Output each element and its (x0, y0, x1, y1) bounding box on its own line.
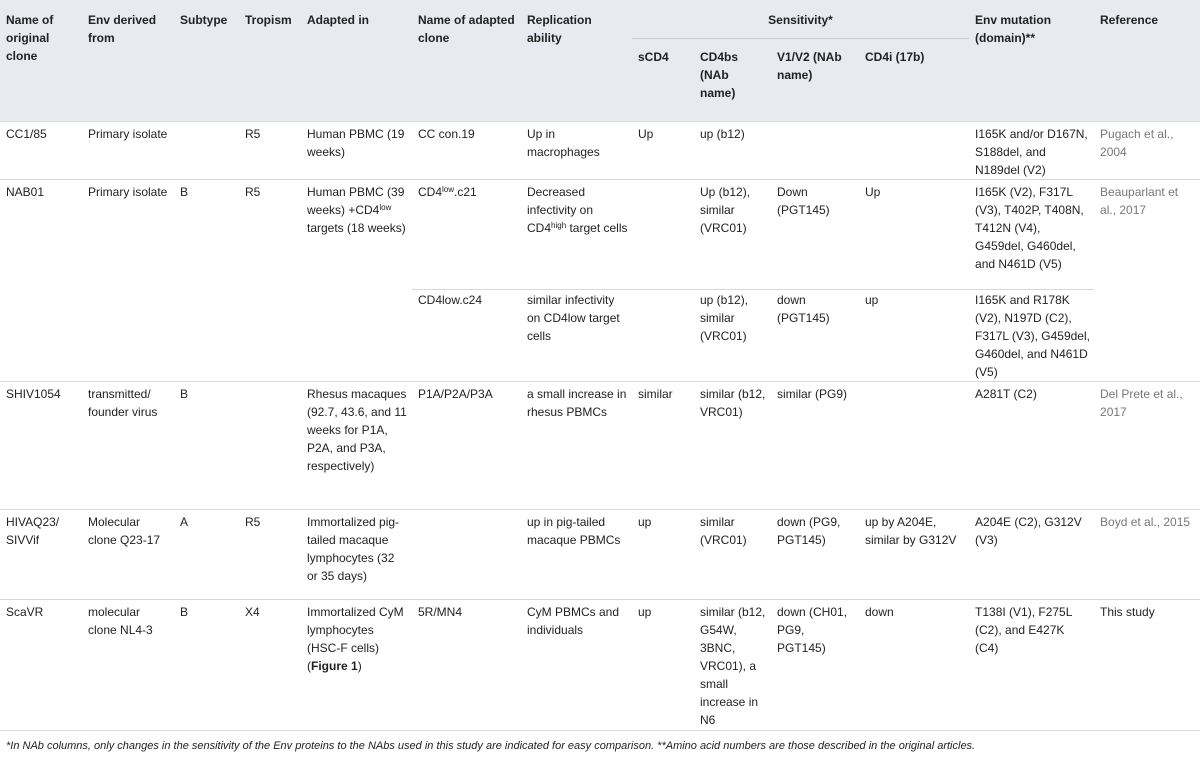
cell-scd4: up (632, 600, 694, 757)
cell-env-derived: Molecular clone Q23-17 (82, 510, 174, 600)
col-header-v1v2: V1/V2 (NAb name) (771, 39, 859, 122)
cell-cd4bs: Up (b12), similar (VRC01) (694, 180, 771, 290)
cell-tropism: R5 (239, 122, 301, 180)
cell-tropism: X4 (239, 600, 301, 757)
col-header-replication: Replication ability (521, 0, 632, 122)
col-header-cd4bs: CD4bs (NAb name) (694, 39, 771, 122)
cell-cd4bs: up (b12) (694, 122, 771, 180)
cell-subtype: B (174, 382, 239, 510)
col-header-reference: Reference (1094, 0, 1200, 122)
cell-replication: a small increase in rhesus PBMCs (521, 382, 632, 510)
cell-v1v2: down (PG9, PGT145) (771, 510, 859, 600)
cell-replication: similar infectivity on CD4low target cells (521, 290, 632, 382)
cell-empty (174, 290, 239, 382)
cell-env-mutation: I165K (V2), F317L (V3), T402P, T408N, T412N (V4), G459del, G460del, and N461D (V5) (969, 180, 1094, 290)
cell-cd4bs: similar (VRC01) (694, 510, 771, 600)
table-row (0, 122, 1200, 180)
cell-adapted-in: Human PBMC (19 weeks) (301, 122, 412, 180)
superscript: high (551, 221, 567, 230)
cell-scd4 (632, 290, 694, 382)
cell-replication: Up in macrophages (521, 122, 632, 180)
text-span: Decreased infectivity on CD4 (527, 185, 594, 235)
text-span: CD4 (418, 185, 443, 199)
cell-adapted-clone (412, 180, 521, 290)
cell-env-mutation: I165K and R178K (V2), N197D (C2), F317L (V3), G459del, G460del, and N461D (V5) (969, 290, 1094, 382)
cell-empty (0, 290, 82, 382)
col-header-subtype: Subtype (174, 0, 239, 122)
cell-v1v2 (771, 122, 859, 180)
table-row (0, 510, 1200, 600)
col-header-env-mutation: Env mutation (domain)** (969, 0, 1094, 122)
col-header-env-derived: Env derived from (82, 0, 174, 122)
table-footnote: *In NAb columns, only changes in the sensitivity of the Env proteins to the NAbs used in this study are indicated for easy comparison. **Amino acid numbers are those described in the original articles. (0, 730, 1200, 760)
cell-v1v2: down (PGT145) (771, 290, 859, 382)
col-header-adapted-clone: Name of adapted clone (412, 0, 521, 122)
cell-scd4 (632, 180, 694, 290)
cell-adapted-in: Immortalized pig-tailed macaque lymphocytes (32 or 35 days) (301, 510, 412, 600)
cell-original-clone: CC1/85 (0, 122, 82, 180)
cell-scd4: Up (632, 122, 694, 180)
cell-original-clone: ScaVR (0, 600, 82, 757)
text-span: .c21 (454, 185, 477, 199)
col-header-tropism: Tropism (239, 0, 301, 122)
cell-cd4i: up by A204E, similar by G312V (859, 510, 969, 600)
cell-env-mutation: A281T (C2) (969, 382, 1094, 510)
cell-reference: This study (1094, 600, 1200, 757)
cell-replication (521, 180, 632, 290)
cell-env-mutation: T138I (V1), F275L (C2), and E427K (C4) (969, 600, 1094, 757)
cell-reference: Beauparlant et al., 2017 (1094, 180, 1200, 290)
cell-reference: Pugach et al., 2004 (1094, 122, 1200, 180)
col-header-sensitivity: Sensitivity* (632, 0, 969, 39)
col-header-adapted-in: Adapted in (301, 0, 412, 122)
table-row (0, 290, 1200, 382)
cell-scd4: up (632, 510, 694, 600)
cell-env-derived: molecular clone NL4-3 (82, 600, 174, 757)
cell-original-clone: HIVAQ23/ SIVVif (0, 510, 82, 600)
cell-env-derived: Primary isolate (82, 122, 174, 180)
cell-env-derived: transmitted/ founder virus (82, 382, 174, 510)
cell-tropism: R5 (239, 510, 301, 600)
col-header-original-clone: Name of original clone (0, 0, 82, 122)
table-row (0, 180, 1200, 290)
cell-cd4i: up (859, 290, 969, 382)
col-header-scd4: sCD4 (632, 39, 694, 122)
cell-cd4bs: similar (b12, VRC01) (694, 382, 771, 510)
cell-cd4i (859, 122, 969, 180)
text-span: ) (357, 659, 362, 673)
cell-replication: up in pig-tailed macaque PBMCs (521, 510, 632, 600)
table-row (0, 382, 1200, 510)
cell-cd4i: Up (859, 180, 969, 290)
cell-reference: Boyd et al., 2015 (1094, 510, 1200, 600)
cell-subtype: B (174, 600, 239, 757)
cell-adapted-clone: CC con.19 (412, 122, 521, 180)
col-header-cd4i: CD4i (17b) (859, 39, 969, 122)
cell-env-mutation: A204E (C2), G312V (V3) (969, 510, 1094, 600)
cell-env-derived: Primary isolate (82, 180, 174, 290)
text-span: targets (18 weeks) (307, 221, 406, 235)
cell-subtype: A (174, 510, 239, 600)
cell-original-clone: NAB01 (0, 180, 82, 290)
cell-replication: CyM PBMCs and individuals (521, 600, 632, 757)
cell-subtype: B (174, 180, 239, 290)
cell-empty (301, 290, 412, 382)
cell-empty (82, 290, 174, 382)
cell-tropism (239, 382, 301, 510)
cell-tropism: R5 (239, 180, 301, 290)
cell-env-mutation: I165K and/or D167N, S188del, and N189del (V2) (969, 122, 1094, 180)
cell-adapted-clone: CD4low.c24 (412, 290, 521, 382)
cell-cd4i (859, 382, 969, 510)
superscript: low (442, 185, 455, 194)
text-span: Human PBMC (39 weeks) +CD4 (307, 185, 405, 217)
cell-empty (239, 290, 301, 382)
figure-reference: Figure 1 (311, 659, 358, 673)
cell-adapted-clone (412, 510, 521, 600)
cell-original-clone: SHIV1054 (0, 382, 82, 510)
superscript: low (379, 203, 392, 212)
cell-adapted-in: Rhesus macaques (92.7, 43.6, and 11 weeks for P1A, P2A, and P3A, respectively) (301, 382, 412, 510)
cell-v1v2: down (CH01, PG9, PGT145) (771, 600, 859, 757)
cell-v1v2: similar (PG9) (771, 382, 859, 510)
cell-adapted-in (301, 180, 412, 290)
cell-adapted-clone: 5R/MN4 (412, 600, 521, 757)
cell-cd4bs: similar (b12, G54W, 3BNC, VRC01), a small increase in N6 (694, 600, 771, 757)
text-span: Immortalized CyM lymphocytes (HSC-F cells) ( (307, 605, 404, 673)
cell-v1v2: Down (PGT145) (771, 180, 859, 290)
cell-empty (1094, 290, 1200, 382)
header-row (0, 0, 1200, 39)
cell-adapted-clone: P1A/P2A/P3A (412, 382, 521, 510)
cell-cd4bs: up (b12), similar (VRC01) (694, 290, 771, 382)
text-span: target cells (566, 221, 628, 235)
cell-reference: Del Prete et al., 2017 (1094, 382, 1200, 510)
cell-cd4i: down (859, 600, 969, 757)
cell-scd4: similar (632, 382, 694, 510)
cell-subtype (174, 122, 239, 180)
